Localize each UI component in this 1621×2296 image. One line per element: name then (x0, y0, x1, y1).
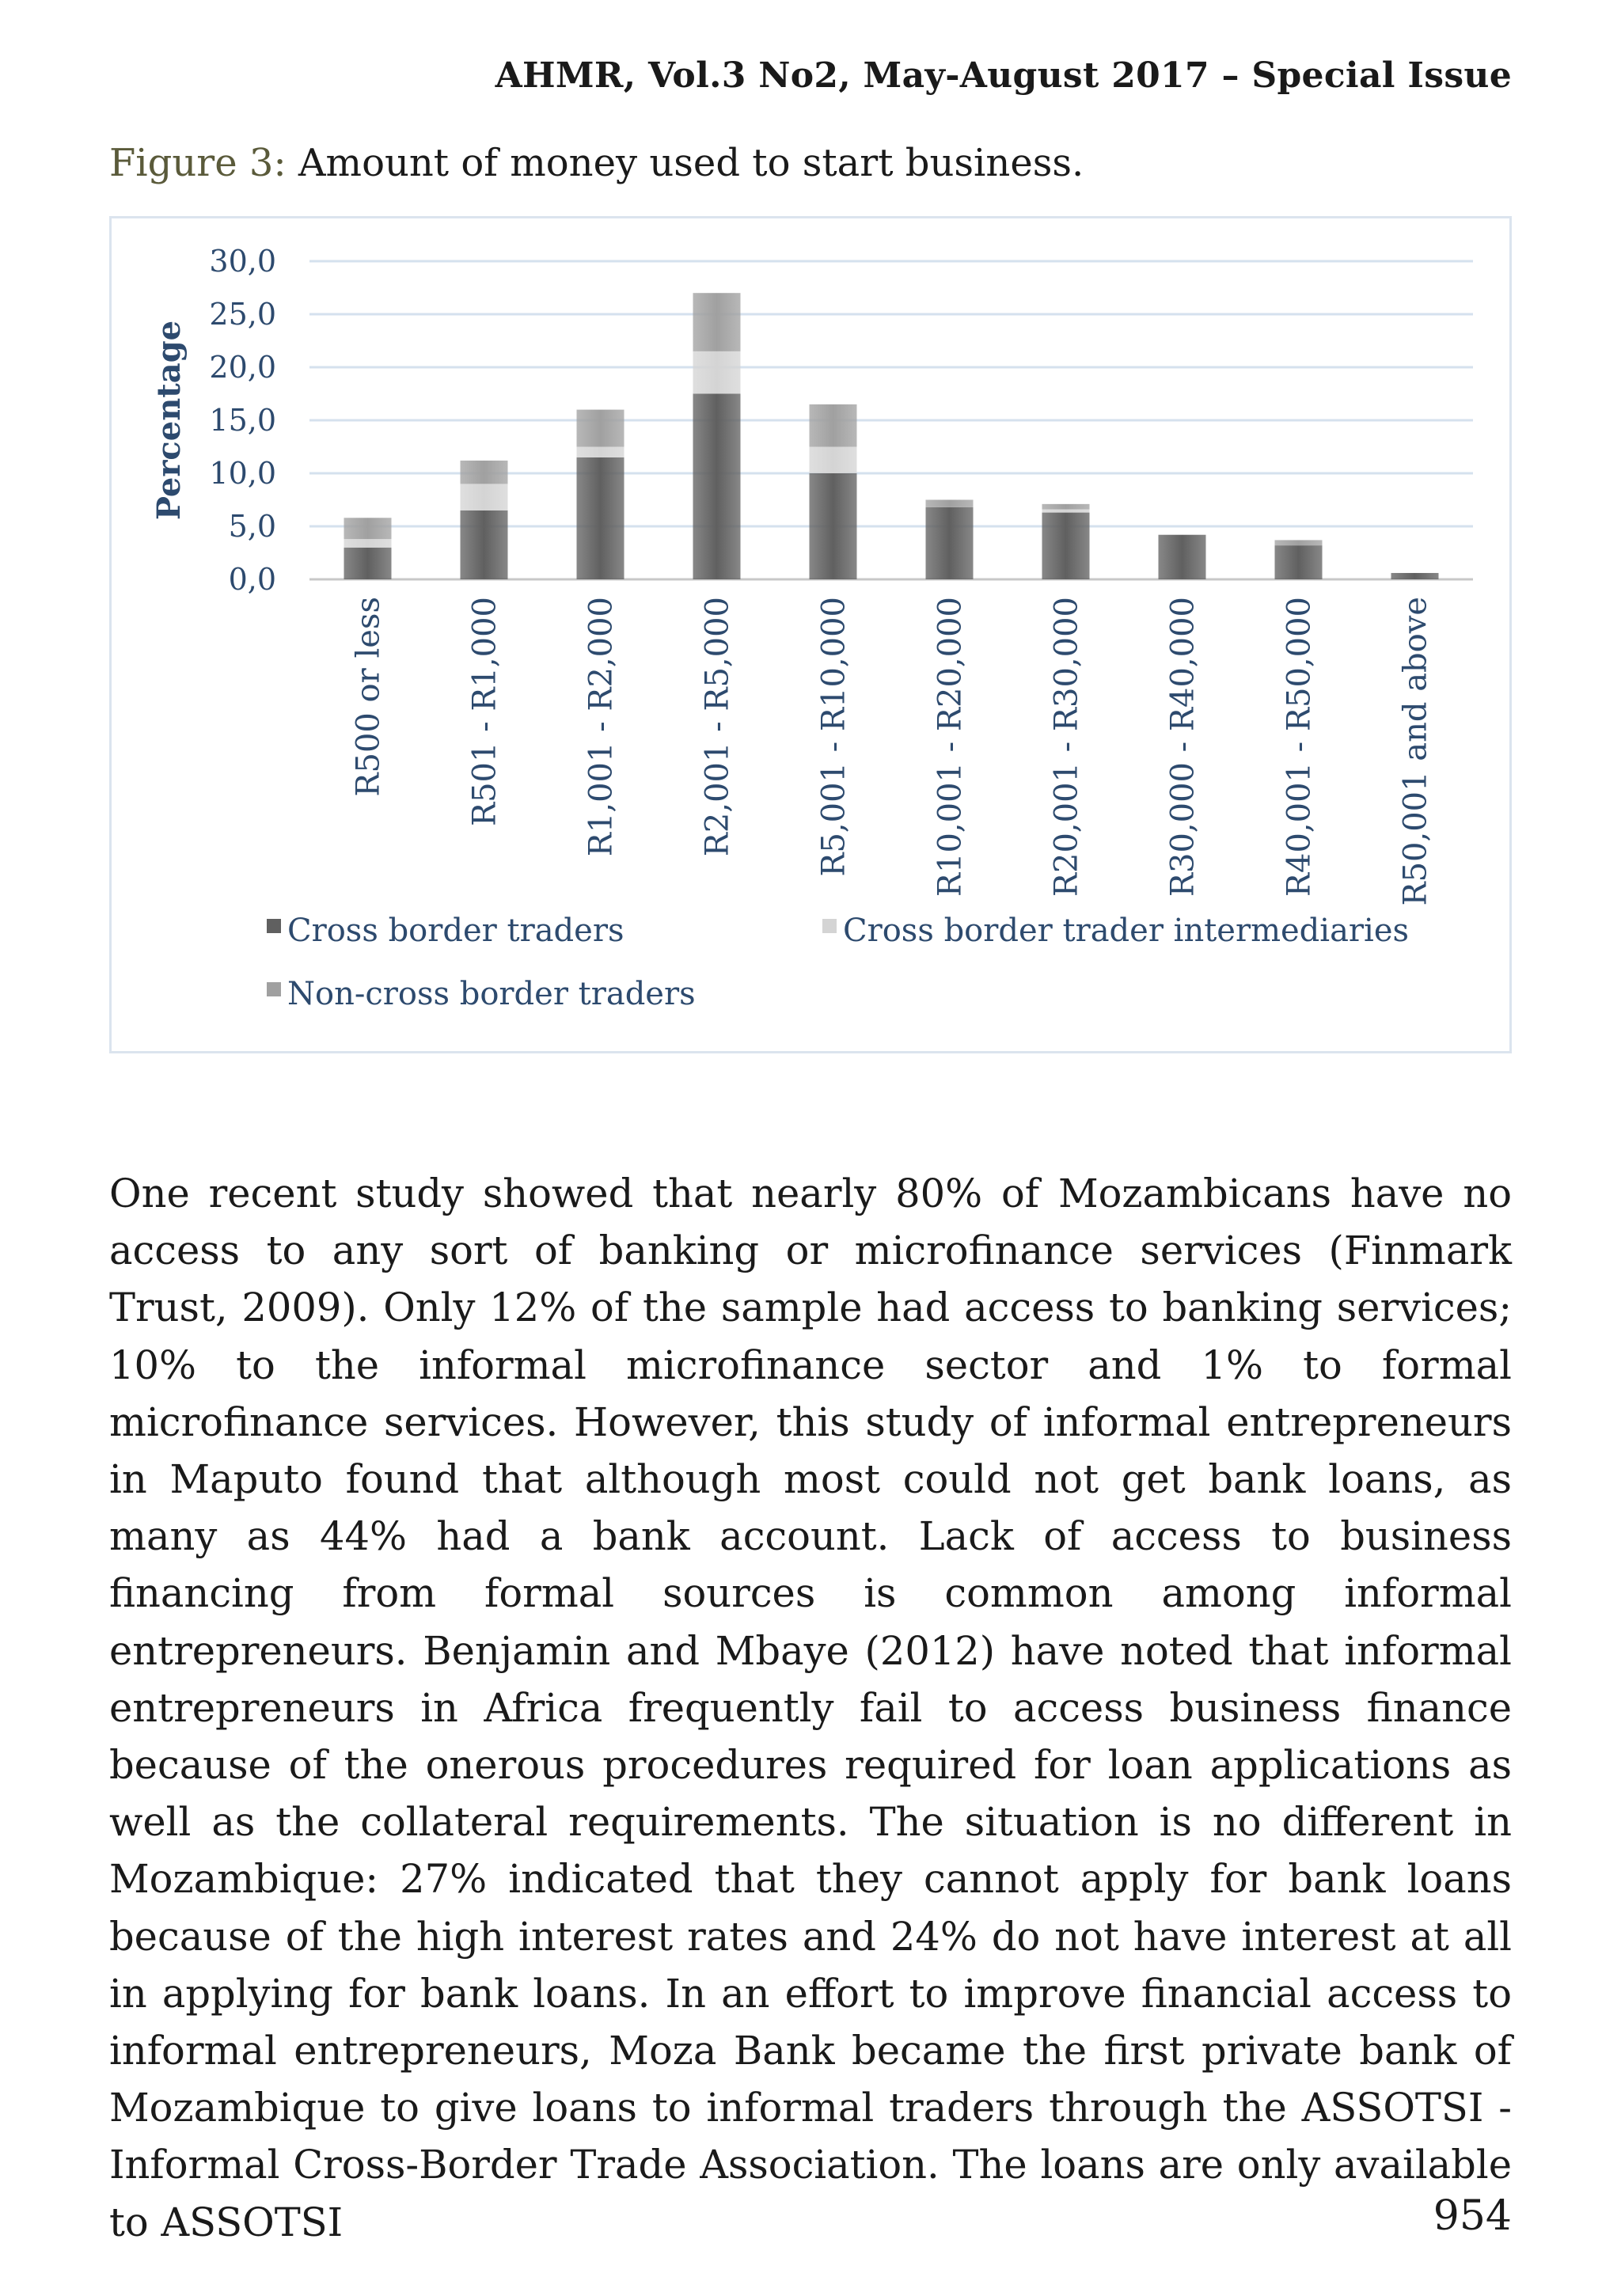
legend-label: Cross border traders (287, 913, 624, 949)
bar-segment (1042, 504, 1090, 510)
bar-segment (1275, 545, 1323, 579)
y-tick-label: 20,0 (209, 350, 276, 385)
running-header: AHMR, Vol.3 No2, May-August 2017 – Special Issue (495, 55, 1512, 96)
body-text (109, 1165, 1512, 2251)
y-axis-label: Percentage (150, 320, 188, 521)
bar-segment (810, 447, 857, 474)
x-tick-label: R30,000 - R40,000 (1164, 597, 1202, 898)
x-tick-label: R10,001 - R20,000 (932, 597, 969, 898)
bar-segment (926, 500, 974, 507)
bar-segment (577, 447, 624, 457)
bar-segment (1159, 535, 1206, 579)
x-tick-label: R50,001 and above (1397, 597, 1434, 906)
bar-segment (1391, 573, 1439, 579)
y-tick-label: 25,0 (209, 297, 276, 332)
bar-segment (693, 394, 741, 580)
bar-segment (577, 410, 624, 447)
legend-swatch (822, 919, 837, 933)
figure-caption (109, 141, 1084, 185)
bar-segment (926, 507, 974, 579)
figure-caption-text: Amount of money used to start business. (286, 141, 1084, 185)
bar-segment (461, 510, 508, 579)
bar-segment (1042, 513, 1090, 579)
y-tick-label: 5,0 (228, 509, 276, 544)
bar-segment (344, 518, 392, 539)
bar-segment (693, 293, 741, 351)
bar-segment (577, 457, 624, 579)
y-tick-label: 30,0 (209, 244, 276, 279)
x-tick-label: R500 or less (350, 597, 387, 797)
bar-segment (1275, 540, 1323, 545)
body-paragraph: One recent study showed that nearly 80% of Mozambicans have no access to any sort of banking or microfinance services (Finmark Trust, 2009). Only 12% of the sample had access to banking services; 10% to the informal microfinance sector and 1% to formal microfinance services. However, this study of informal entrepreneurs in Maputo found that although most could not get bank loans, as many as 44% had a bank account. Lack of access to business financing from formal sources is common among informal entrepreneurs. Benjamin and Mbaye (2012) have noted that informal entrepreneurs in Africa frequently fail to access business finance because of the onerous procedures required for loan applications as well as the collateral requirements. The situation is no different in Mozambique: 27% indicated that they cannot apply for bank loans because of the high interest rates and 24% do not have interest at all in applying for bank loans. In an effort to improve financial access to informal entrepreneurs, Moza Bank became the first private bank of Mozambique to give loans to informal traders through the ASSOTSI - Informal Cross-Border Trade Association. The loans are only available to ASSOTSI (109, 1171, 1512, 2245)
x-tick-label: R40,001 - R50,000 (1281, 597, 1318, 898)
page-number: 954 (1433, 2192, 1512, 2240)
legend-label: Non-cross border traders (287, 976, 696, 1012)
x-tick-label: R2,001 - R5,000 (699, 597, 736, 857)
x-tick-label: R5,001 - R10,000 (815, 597, 852, 877)
legend-label: Cross border trader intermediaries (843, 913, 1410, 949)
stacked-bar-chart (112, 218, 1509, 1051)
bar-segment (810, 404, 857, 447)
y-tick-label: 0,0 (228, 562, 276, 597)
chart-container (109, 216, 1512, 1053)
bar-segment (1042, 510, 1090, 513)
x-tick-label: R1,001 - R2,000 (583, 597, 620, 857)
bar-segment (461, 461, 508, 484)
bar-segment (461, 484, 508, 510)
y-tick-label: 10,0 (209, 456, 276, 491)
y-tick-label: 15,0 (209, 403, 276, 438)
figure-label: Figure 3: (109, 141, 287, 185)
legend-swatch (267, 919, 281, 933)
bar-segment (344, 548, 392, 579)
x-tick-label: R501 - R1,000 (466, 597, 503, 827)
x-tick-label: R20,001 - R30,000 (1048, 597, 1085, 898)
bar-segment (693, 351, 741, 394)
bar-segment (810, 473, 857, 579)
bar-segment (344, 539, 392, 548)
legend-swatch (267, 982, 281, 996)
